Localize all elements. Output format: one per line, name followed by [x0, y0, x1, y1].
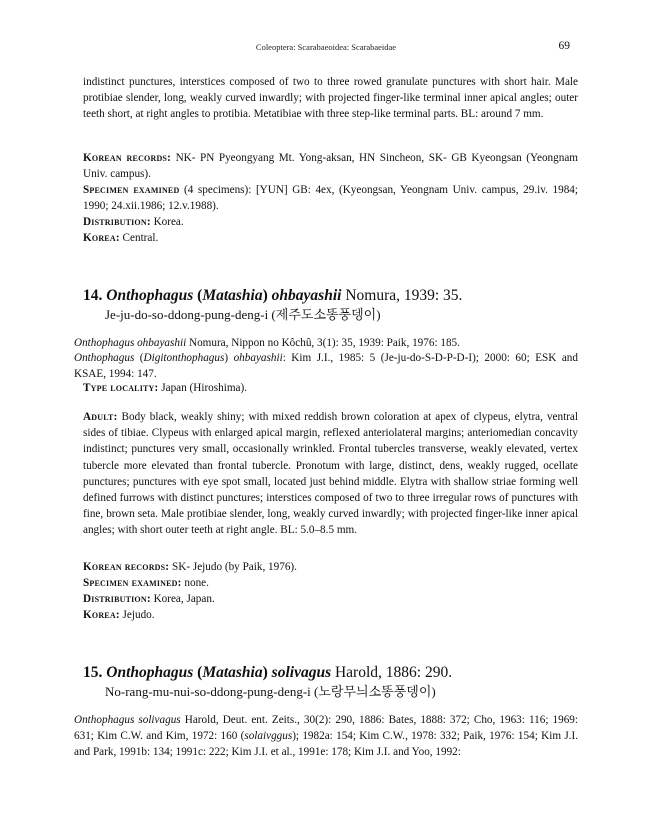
adult-text: Body black, weakly shiny; with mixed reddish brown coloration at apex of clypeus, elytra, ventral sides of tibiae. Clypeus with enlarged apical margin, reflexed anteriolateral margins; anteriomedian concavity indistinct; punctures very small, occasionally wrinkled. Frontal tubercles transverse, weakly elevated, vertex tubercle more elevated than frontal tubercle. Pronotum with large, distinct, dens, weakly rugged, ocellate punctures; punctures with eye spot small, located just behind middle. Elytra with shallow striae forming well defined furrows with distinct punctures; interstices composed of two to three irregular rows of punctures with fine, brown seta. Male protibiae slender, long, weakly curved inwardly; with projected finger-like inner apical angles; with short outer teeth at right angle. BL: 5.0–8.5 mm. — [83, 411, 579, 537]
distribution-text: Korea, Japan. — [153, 593, 215, 605]
synonym-citation-a: Harold, Deut. ent. Zeits., 30(2): 290, 1886: Bates, 1888: 372; Cho, 1963: 116; 1969: 631; Kim C.W. and Kim, 1972: 160 ( — [74, 714, 579, 742]
korean-records-1 — [83, 150, 578, 182]
species-number: 15. — [83, 664, 103, 681]
korea-label: Korea: — [83, 609, 120, 621]
species-14-type-locality — [83, 380, 578, 396]
specimen-label: Specimen examined: — [83, 577, 182, 589]
korean-records-text: SK- Jejudo (by Paik, 1976). — [172, 561, 297, 573]
subgenus-name: Matashia — [202, 664, 263, 681]
specimen-text: none. — [184, 577, 209, 589]
specimen-examined-1 — [83, 182, 578, 214]
distribution-text: Korea. — [153, 216, 184, 228]
specimen-text: (4 specimens): [YUN] GB: 4ex, (Kyeongsan, Yeongnam Univ. campus, 29.iv. 1984; 1990; 24.xii.1986; 12.v.1988). — [83, 184, 578, 213]
species-15-korean-name: No-rang-mu-nui-so-ddong-pung-deng-i (노랑무늬소똥풍뎅이) — [105, 684, 436, 699]
species-14-adult-description — [83, 409, 578, 539]
type-locality-text: Japan (Hiroshima). — [161, 382, 248, 394]
synonym-citation: Nomura, Nippon no Kôchû, 3(1): 35, 1939: Paik, 1976: 185. — [188, 337, 460, 349]
species-author: Nomura, 1939: 35. — [345, 287, 463, 304]
synonym-name: Onthophagus ohbayashii — [74, 337, 187, 349]
synonym-epithet: ohbayashii — [233, 352, 283, 364]
distribution-label: Distribution: — [83, 216, 151, 228]
genus-name: Onthophagus — [106, 287, 194, 304]
synonym-citation: : Kim J.I., 1985: 5 (Je-ju-do-S-D-P-D-I); 2000: 60; ESK and KSAE, 1994: 147. — [74, 352, 578, 380]
korea-label: Korea: — [83, 232, 120, 244]
subgenus-name: Matashia — [202, 287, 263, 304]
species-14-synonym-2: Onthophagus (Digitonthophagus) ohbayashii: Kim J.I., 1985: 5 (Je-ju-do-S-D-P-D-I); 2000: 60; ESK and KSAE, 1994: 147. — [74, 352, 578, 380]
species-14-heading: 14. Onthophagus (Matashia) ohbayashii Nomura, 1939: 35. — [83, 287, 463, 304]
specimen-label: Specimen examined — [83, 184, 180, 196]
adult-label: Adult: — [83, 411, 118, 423]
species-epithet: solivagus — [271, 664, 332, 681]
type-locality-label: Type locality: — [83, 382, 159, 394]
synonym-misspelling: solaivggus — [244, 730, 293, 742]
page-number: 69 — [558, 40, 570, 52]
korea-1 — [83, 230, 578, 246]
species-14-korean-name: Je-ju-do-so-ddong-pung-deng-i (제주도소똥풍뎅이) — [105, 307, 381, 322]
distribution-1 — [83, 214, 578, 230]
synonym-citation-b: ); 1982a: 154; Kim C.W., 1978: 332; Paik, 1976: 154; Kim J.I. and Park, 1991b: 134; 1991c: 222; Kim J.I. et al., 1991e: 178; Kim J.I. and Yoo, 1992: — [74, 730, 578, 758]
species-14-korean-records — [83, 559, 578, 575]
korea-text: Central. — [122, 232, 159, 244]
korean-records-text: NK- PN Pyeongyang Mt. Yong-aksan, HN Sincheon, SK- GB Kyeongsan (Yeongnam Univ. campus). — [83, 152, 578, 181]
species-15-heading: 15. Onthophagus (Matashia) solivagus Harold, 1886: 290. — [83, 664, 453, 681]
species-author: Harold, 1886: 290. — [334, 664, 453, 681]
species-14-specimen — [83, 575, 578, 591]
synonym-subgenus: Digitonthophagus — [143, 352, 225, 364]
synonym-genus: Onthophagus — [74, 352, 135, 364]
synonym-name: Onthophagus solivagus — [74, 714, 181, 726]
species-number: 14. — [83, 287, 103, 304]
species-14-distribution — [83, 591, 578, 607]
species-14-korea — [83, 607, 578, 623]
genus-name: Onthophagus — [106, 664, 194, 681]
intro-paragraph: indistinct punctures, interstices composed of two to three rowed granulate punctures with short hair. Male protibiae slender, long, weakly curved inwardly; with projected finger-like terminal inner apical angles; outer teeth short, at right angles to protibia. Metatibiae with three step-like terminal parts. BL: around 7 mm. — [83, 76, 578, 121]
korean-records-label: Korean records: — [83, 152, 171, 164]
running-head: Coleoptera: Scarabaeoidea: Scarabaeidae — [255, 42, 397, 52]
species-15-synonym-1 — [74, 712, 578, 760]
distribution-label: Distribution: — [83, 593, 151, 605]
korean-records-label: Korean records: — [83, 561, 170, 573]
species-14-synonym-1 — [74, 335, 578, 351]
species-epithet: ohbayashii — [271, 287, 342, 304]
korea-text: Jejudo. — [122, 609, 155, 621]
